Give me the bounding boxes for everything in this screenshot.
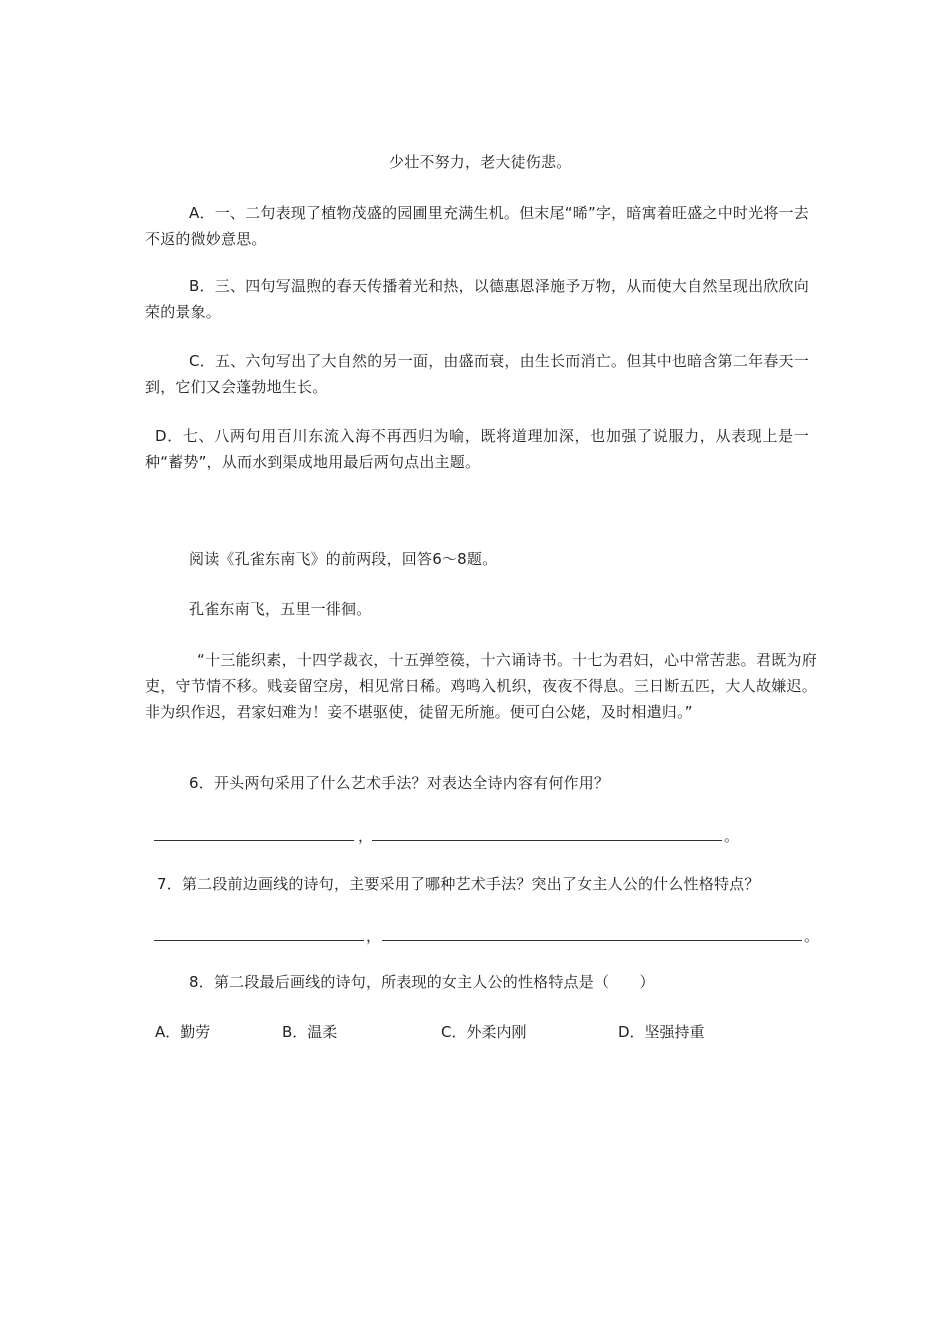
option-c-q5: C．五、六句写出了大自然的另一面，由盛而衰，由生长而消亡。但其中也暗含第二年春天一到，它们又会蓬勃地生长。: [145, 352, 809, 396]
q6-answer-blank-2[interactable]: [372, 840, 722, 841]
option-a-q5: A．一、二句表现了植物茂盛的园圃里充满生机。但末尾“晞”字，暗寓着旺盛之中时光将一去不返的微妙意思。: [145, 204, 809, 248]
option-b-q5: B．三、四句写温煦的春天传播着光和热，以德惠恩泽施予万物，从而使大自然呈现出欣欣向荣的景象。: [145, 277, 809, 321]
passage-line-1: 孔雀东南飞，五里一徘徊。: [189, 600, 372, 618]
question-6: 6．开头两句采用了什么艺术手法？对表达全诗内容有何作用？: [189, 774, 610, 792]
q6-answer-period: 。: [724, 827, 740, 845]
question-8: 8．第二段最后画线的诗句，所表现的女主人公的性格特点是（ ）: [189, 973, 655, 991]
q7-answer-comma: ，: [366, 927, 382, 945]
q6-answer-comma: ，: [358, 827, 374, 845]
q8-option-d[interactable]: D．坚强持重: [618, 1023, 705, 1041]
q6-answer-blank-1[interactable]: [154, 840, 354, 841]
q7-answer-period: 。: [804, 927, 820, 945]
q7-answer-blank-1[interactable]: [154, 940, 364, 941]
q8-option-a[interactable]: A．勤劳: [155, 1023, 211, 1041]
question-7: 7．第二段前边画线的诗句，主要采用了哪种艺术手法？突出了女主人公的什么性格特点？: [157, 875, 760, 893]
q8-option-c[interactable]: C．外柔内刚: [441, 1023, 527, 1041]
q7-answer-blank-2[interactable]: [382, 940, 802, 941]
q8-option-b[interactable]: B．温柔: [282, 1023, 338, 1041]
reading-instruction: 阅读《孔雀东南飞》的前两段，回答6～8题。: [189, 550, 498, 568]
option-d-q5: D．七、八两句用百川东流入海不再西归为喻，既将道理加深，也加强了说服力，从表现上是一种“蓄势”，从而水到渠成地用最后两句点出主题。: [145, 427, 809, 471]
poem-last-line: 少壮不努力，老大徒伤悲。: [389, 153, 572, 171]
passage-paragraph-2: “十三能织素，十四学裁衣，十五弹箜篌，十六诵诗书。十七为君妇，心中常苦悲。君既为府吏，守节情不移。贱妾留空房，相见常日稀。鸡鸣入机织，夜夜不得息。三日断五匹，大人故嫌迟。非为织作迟，君家妇难为！妾不堪驱使，徒留无所施。便可白公姥，及时相遣归。”: [145, 651, 817, 721]
